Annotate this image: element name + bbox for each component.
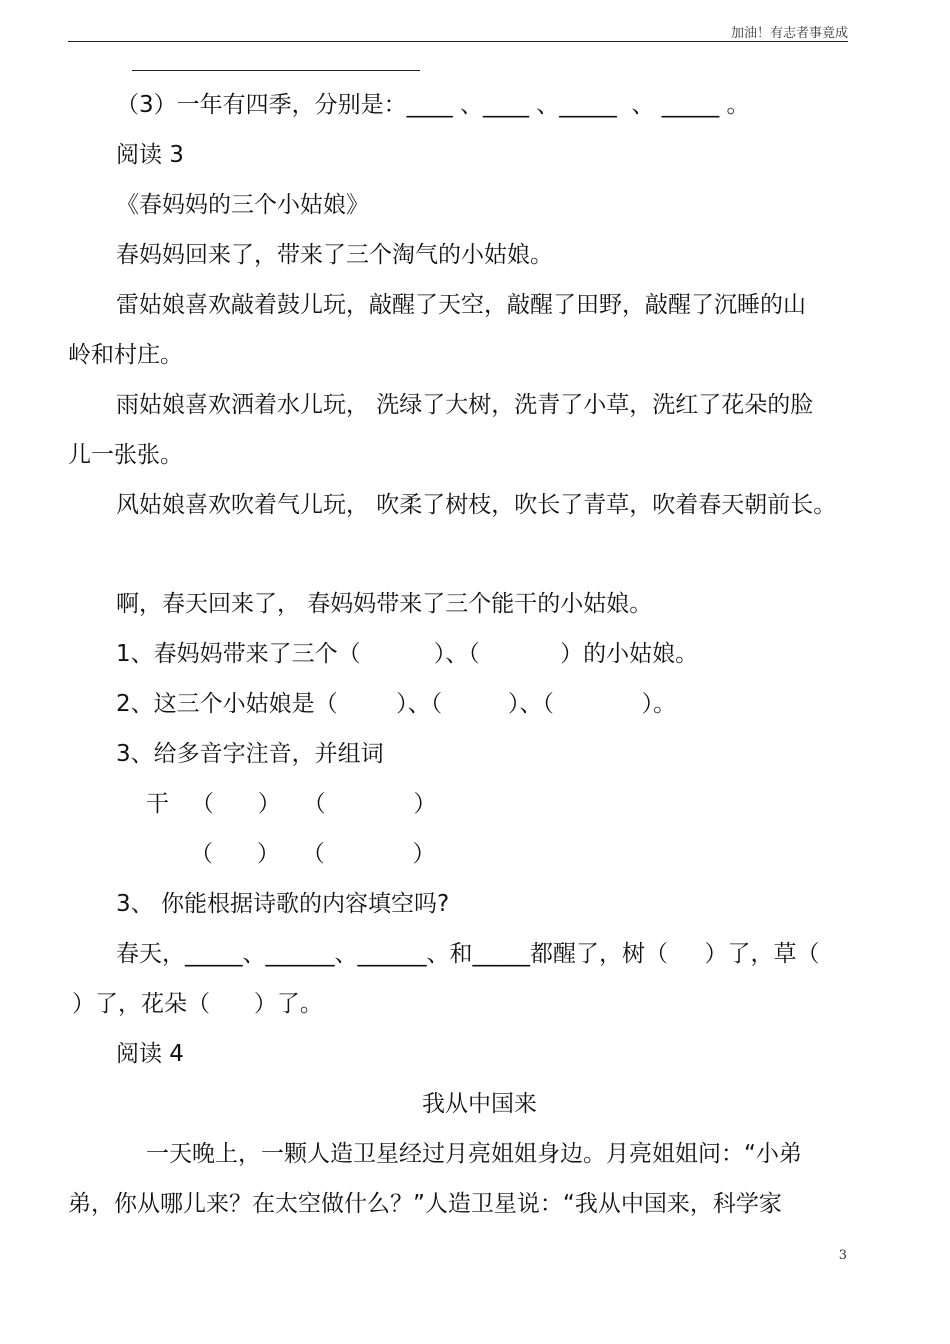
question-seasons: （3）一年有四季，分别是：____ 、____ 、_____ 、 _____ 。 bbox=[116, 92, 750, 118]
header-rule bbox=[68, 41, 848, 42]
section-reading-3: 阅读 3 bbox=[116, 142, 184, 168]
paragraph-line: 春妈妈回来了，带来了三个淘气的小姑娘。 bbox=[116, 242, 553, 268]
paragraph-line: 弟，你从哪儿来？在太空做什么？”人造卫星说：“我从中国来，科学家 bbox=[68, 1191, 782, 1217]
paragraph-line: 雷姑娘喜欢敲着鼓儿玩，敲醒了天空，敲醒了田野，敲醒了沉睡的山 bbox=[116, 292, 806, 318]
question-line: 2、这三个小姑娘是（ ）、（ ）、（ ）。 bbox=[116, 691, 677, 717]
answer-blank-line bbox=[132, 70, 420, 71]
reading-4-title: 我从中国来 bbox=[422, 1091, 537, 1117]
paragraph-line: 风姑娘喜欢吹着气儿玩， 吹柔了树枝，吹长了青草，吹着春天朝前长。 bbox=[116, 492, 837, 518]
polyphone-row: 干 （ ） （ ） bbox=[146, 791, 437, 817]
reading-3-title: 《春妈妈的三个小姑娘》 bbox=[116, 192, 369, 218]
question-line: 1、春妈妈带来了三个（ ）、（ ）的小姑娘。 bbox=[116, 641, 699, 667]
page-number: 3 bbox=[838, 1248, 847, 1263]
section-reading-4: 阅读 4 bbox=[116, 1041, 184, 1067]
question-line: 3、 你能根据诗歌的内容填空吗? bbox=[116, 891, 450, 917]
paragraph-line: 岭和村庄。 bbox=[68, 342, 183, 368]
question-line: 3、给多音字注音，并组词 bbox=[116, 741, 384, 767]
polyphone-row: （ ） （ ） bbox=[190, 841, 436, 867]
fill-blank-line: 春天，_____、______、______、和_____都醒了，树（ ）了，草（ bbox=[116, 941, 820, 967]
header-motto: 加油！有志者事竟成 bbox=[730, 26, 848, 41]
paragraph-line: 儿一张张。 bbox=[68, 442, 183, 468]
fill-blank-line: ）了，花朵（ ）了。 bbox=[72, 991, 323, 1017]
paragraph-line: 雨姑娘喜欢洒着水儿玩， 洗绿了大树，洗青了小草，洗红了花朵的脸 bbox=[116, 392, 814, 418]
paragraph-line: 啊，春天回来了， 春妈妈带来了三个能干的小姑娘。 bbox=[116, 591, 653, 617]
paragraph-line: 一天晚上，一颗人造卫星经过月亮姐姐身边。月亮姐姐问：“小弟 bbox=[146, 1141, 802, 1167]
